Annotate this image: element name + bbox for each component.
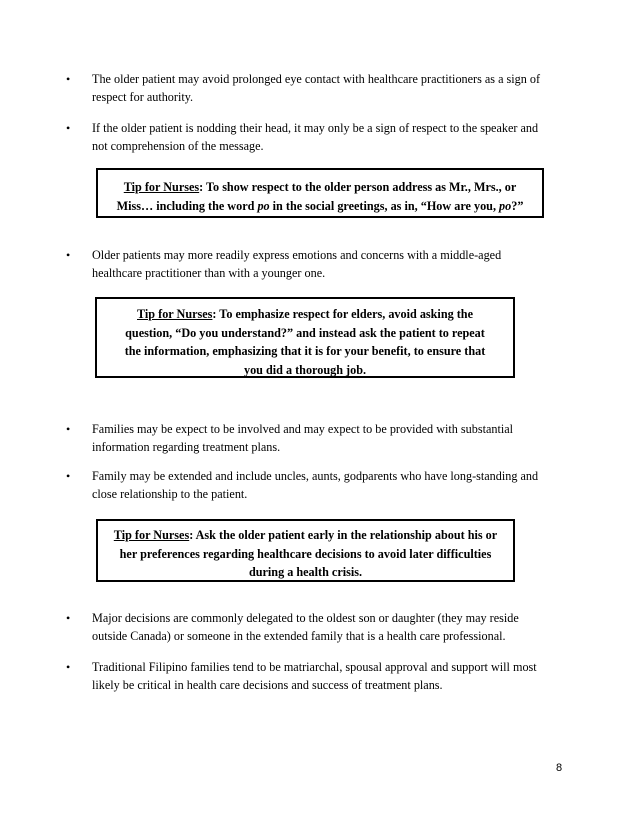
page-number: 8 (556, 762, 563, 774)
tip-text: : To emphasize respect for elders, avoid asking the question, “Do you understand?” and instead ask the patient to repeat the information, emphasizing that it is for your benefit, to ensure that you did a thorough job. (124, 307, 486, 377)
tip-label: Tip for Nurses (137, 307, 213, 321)
bullet-marker: • (66, 121, 71, 135)
tip-label: Tip for Nurses (123, 180, 200, 194)
tip-box (96, 519, 515, 582)
list-item-text: Family may be extended and include uncles, aunts, godparents who have long-standing and close relationship to the patient. (92, 469, 539, 501)
tip-text-emphasis: po (257, 198, 270, 213)
tip-text-emphasis: po (499, 198, 512, 213)
bullet-marker: • (66, 248, 71, 262)
bullet-marker: • (66, 611, 71, 625)
tip-label: Tip for Nurses (113, 528, 190, 542)
list-item-text: Traditional Filipino families tend to be matriarchal, spousal approval and support will most likely be critical in health care decisions and success of treatment plans. (92, 660, 537, 692)
bullet-marker: • (66, 72, 71, 86)
tip-box (95, 297, 515, 378)
tip-text: : Ask the older patient early in the relationship about his or her preferences regarding healthcare decisions to avoid later difficulties during a health crisis. (119, 528, 498, 579)
tip-text: ?” (511, 198, 524, 213)
tip-text: : To show respect to the older person address as Mr., Mrs., or Miss… including the word (116, 180, 517, 213)
tip-box (96, 168, 544, 218)
bullet-marker: • (66, 660, 71, 674)
list-item-text: Older patients may more readily express emotions and concerns with a middle-aged healthcare practitioner than with a younger one. (92, 248, 502, 280)
tip-text: in the social greetings, as in, “How are you, (269, 198, 500, 213)
list-item-text: Major decisions are commonly delegated to the oldest son or daughter (they may reside outside Canada) or someone in the extended family that is a health care professional. (92, 611, 519, 643)
list-item-text: If the older patient is nodding their head, it may only be a sign of respect to the speaker and not comprehension of the message. (92, 121, 539, 153)
bullet-marker: • (66, 469, 71, 483)
list-item-text: The older patient may avoid prolonged eye contact with healthcare practitioners as a sign of respect for authority. (92, 72, 541, 104)
list-item-text: Families may be expect to be involved and may expect to be provided with substantial information regarding treatment plans. (92, 422, 514, 454)
bullet-marker: • (66, 422, 71, 436)
